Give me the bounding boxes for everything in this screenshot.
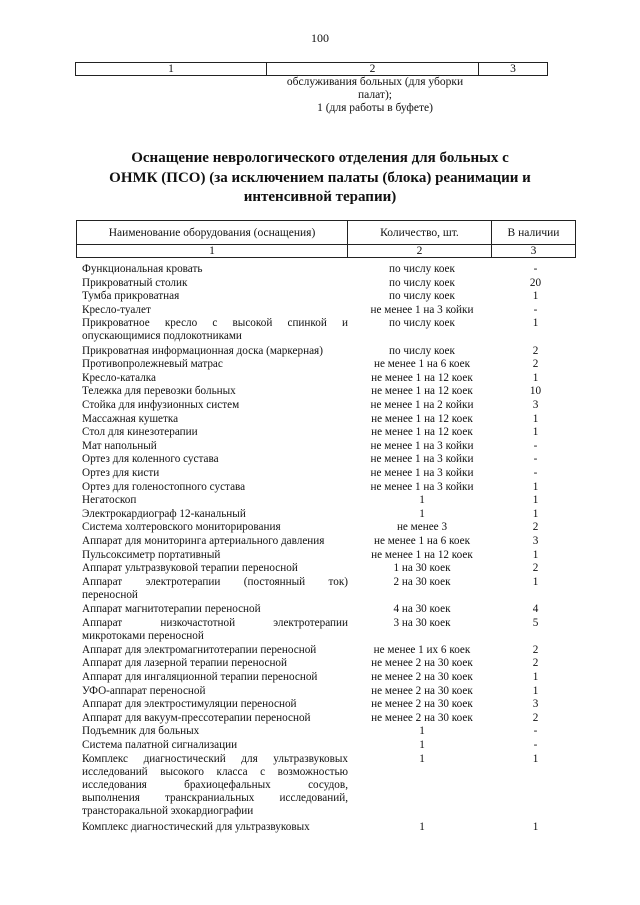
equipment-name-line: Прикроватная информационная доска (маркерная) <box>82 344 323 357</box>
equipment-name <box>82 521 348 534</box>
equipment-name-line: УФО-аппарат переносной <box>82 684 206 697</box>
equipment-name-line: Комплекс диагностический для ультразвуковых <box>82 752 348 765</box>
equipment-name-line: Ортез для голеностопного сустава <box>82 480 246 493</box>
equipment-quantity: 1 <box>419 820 425 833</box>
equipment-available: - <box>533 453 538 466</box>
equipment-quantity: не менее 1 их 6 коек <box>373 643 471 656</box>
equipment-available: 1 <box>532 317 539 330</box>
equipment-available: 2 <box>532 711 539 724</box>
equipment-name <box>82 372 348 385</box>
equipment-name-line: Аппарат для вакуум-прессотерапии переносной <box>82 711 311 724</box>
equipment-quantity: 4 на 30 коек <box>393 603 451 615</box>
equipment-quantity: не менее 1 на 3 койки <box>370 439 474 452</box>
equipment-quantity: по числу коек <box>389 290 455 303</box>
equipment-name-line: исследования брахиоцефальных сосудов, <box>82 778 348 791</box>
equipment-name-line: Аппарат низкочастотной электротерапии <box>82 616 348 629</box>
equipment-name-line: Система палатной сигнализации <box>82 739 238 751</box>
column-number-2: 2 <box>267 63 479 76</box>
equipment-quantity: не менее 1 на 2 койки <box>370 399 474 411</box>
equipment-name <box>82 562 348 575</box>
equipment-name <box>82 277 348 290</box>
equipment-available: 2 <box>532 521 539 534</box>
continued-table-header <box>75 62 548 76</box>
equipment-quantity: 3 на 30 коек <box>393 616 451 629</box>
equipment-name-line: Негатоскоп <box>82 494 137 507</box>
title-line: Оснащение неврологического отделения для больных с <box>131 150 509 166</box>
equipment-name-line: Ортез для кисти <box>82 467 160 479</box>
equipment-name-line: Аппарат для электромагнитотерапии переносной <box>82 643 317 656</box>
equipment-available: 20 <box>529 276 542 289</box>
equipment-quantity: не менее 1 на 3 койки <box>370 467 474 479</box>
section-title <box>90 149 550 208</box>
equipment-name-line: Кресло-туалет <box>82 303 151 316</box>
equipment-available: 1 <box>532 507 539 520</box>
equipment-available: 1 <box>532 684 539 697</box>
equipment-quantity: не менее 2 на 30 коек <box>371 684 473 697</box>
equipment-name-line: исследований высокого класса с возможностью <box>82 765 348 778</box>
equipment-name-line: Стойка для инфузионных систем <box>82 399 240 411</box>
equipment-name-line: микротоками переносной <box>82 629 204 642</box>
equipment-available: - <box>533 263 538 275</box>
equipment-name-line: Прикроватное кресло с высокой спинкой и <box>82 317 348 330</box>
page-number: 100 <box>311 31 329 45</box>
equipment-name <box>82 644 348 657</box>
equipment-name-line: Прикроватный столик <box>82 276 188 289</box>
equipment-quantity: не менее 1 на 12 коек <box>371 548 473 561</box>
equipment-name-line: Аппарат ультразвуковой терапии переносной <box>82 562 298 575</box>
equipment-name-line: Комплекс диагностический для ультразвуковых <box>82 820 310 833</box>
equipment-name-line: Массажная кушетка <box>82 412 179 425</box>
equipment-name <box>82 549 348 562</box>
column-number-1: 1 <box>76 63 267 76</box>
equipment-quantity: 1 <box>419 752 425 765</box>
equipment-quantity: по числу коек <box>389 263 455 275</box>
equipment-name-line: Тележка для перевозки больных <box>82 385 236 398</box>
equipment-name <box>82 345 348 358</box>
equipment-quantity: 1 <box>419 494 425 507</box>
equipment-available: 4 <box>532 603 539 615</box>
equipment-name <box>82 481 348 494</box>
equipment-quantity: не менее 2 на 30 коек <box>371 711 473 724</box>
equipment-available: 2 <box>532 657 539 670</box>
equipment-available: 1 <box>532 290 539 303</box>
equipment-name <box>82 453 348 466</box>
equipment-quantity: не менее 1 на 3 койки <box>370 480 474 493</box>
equipment-name <box>82 494 348 507</box>
equipment-name <box>82 508 348 521</box>
header-number-2: 2 <box>348 245 492 258</box>
continuation-line: палат); <box>358 89 392 101</box>
equipment-name-line: Ортез для коленного сустава <box>82 453 219 466</box>
equipment-name-line: Система холтеровского мониторирования <box>82 521 281 534</box>
equipment-name-line: Аппарат для ингаляционной терапии переносной <box>82 671 318 683</box>
equipment-available: - <box>533 439 538 452</box>
equipment-name-line: Тумба прикроватная <box>82 290 180 303</box>
equipment-quantity: не менее 1 на 12 коек <box>371 371 473 384</box>
equipment-name <box>82 399 348 412</box>
equipment-available: 1 <box>532 752 539 765</box>
equipment-available: 5 <box>532 616 539 629</box>
equipment-quantity: не менее 1 на 6 коек <box>373 358 471 371</box>
equipment-name <box>82 440 348 453</box>
equipment-name <box>82 698 348 711</box>
equipment-available: 1 <box>532 480 539 493</box>
title-line: интенсивной терапии) <box>243 189 397 205</box>
equipment-name-line: трансторакальной эхокардиографии <box>82 804 254 817</box>
equipment-available: 1 <box>532 548 539 561</box>
equipment-quantity: по числу коек <box>389 276 455 289</box>
equipment-available: 1 <box>532 426 539 439</box>
equipment-name <box>82 725 348 738</box>
equipment-name <box>82 263 348 276</box>
equipment-name-line: Аппарат для лазерной терапии переносной <box>82 657 288 670</box>
equipment-name-line: Функциональная кровать <box>82 263 203 275</box>
equipment-name <box>82 685 348 698</box>
equipment-name <box>82 358 348 371</box>
continuation-line: 1 (для работы в буфете) <box>317 102 433 114</box>
equipment-name <box>82 617 348 643</box>
equipment-name <box>82 821 348 834</box>
equipment-available: 1 <box>532 494 539 507</box>
equipment-name <box>82 413 348 426</box>
equipment-name-line: Аппарат электротерапии (постоянный ток) <box>82 575 348 588</box>
equipment-name <box>82 712 348 725</box>
equipment-name-line: Аппарат для мониторинга артериального давления <box>82 535 325 547</box>
equipment-available: 1 <box>532 412 539 425</box>
equipment-name <box>82 317 348 343</box>
header-number-1: 1 <box>77 245 348 258</box>
equipment-available: 1 <box>532 671 539 683</box>
equipment-available: - <box>533 303 538 316</box>
equipment-name <box>82 739 348 752</box>
equipment-quantity: не менее 3 <box>396 521 448 534</box>
equipment-name-line: Стол для кинезотерапии <box>82 426 198 439</box>
equipment-name <box>82 671 348 684</box>
equipment-quantity: по числу коек <box>389 317 455 330</box>
equipment-available: 2 <box>532 562 539 575</box>
equipment-available: 1 <box>532 371 539 384</box>
equipment-quantity: не менее 1 на 3 койки <box>370 453 474 466</box>
equipment-quantity: 1 <box>419 725 425 738</box>
equipment-available: - <box>533 739 538 751</box>
equipment-quantity: 1 <box>419 739 425 751</box>
equipment-name-line: Подъемник для больных <box>82 725 200 738</box>
header-quantity: Количество, шт. <box>348 221 492 245</box>
header-number-3: 3 <box>492 245 576 258</box>
equipment-quantity: по числу коек <box>389 344 455 357</box>
equipment-name <box>82 576 348 602</box>
equipment-name-line: Аппарат для электростимуляции переносной <box>82 698 297 711</box>
equipment-available: 10 <box>529 385 542 398</box>
title-line: ОНМК (ПСО) (за исключением палаты (блока) реанимации и <box>109 169 531 186</box>
equipment-name <box>82 753 348 818</box>
equipment-available: - <box>533 725 538 738</box>
equipment-available: 3 <box>532 399 539 411</box>
equipment-quantity: не менее 2 на 30 коек <box>371 671 473 683</box>
equipment-quantity: не менее 1 на 12 коек <box>371 412 473 425</box>
equipment-available: 3 <box>532 698 539 711</box>
equipment-name <box>82 657 348 670</box>
continuation-line: обслуживания больных (для уборки <box>286 76 464 88</box>
equipment-available: 2 <box>532 643 539 656</box>
equipment-quantity: не менее 2 на 30 коек <box>371 698 473 711</box>
equipment-quantity: не менее 2 на 30 коек <box>371 657 473 670</box>
equipment-name-line: Кресло-каталка <box>82 371 157 384</box>
equipment-available: 2 <box>532 358 539 371</box>
equipment-quantity: не менее 1 на 3 койки <box>370 303 474 316</box>
equipment-available: - <box>533 467 538 479</box>
equipment-name-line: выполнения транскраниальных исследований, <box>82 791 348 804</box>
equipment-name-line: Аппарат магнитотерапии переносной <box>82 603 261 615</box>
equipment-name-line: Противопролежневый матрас <box>82 358 223 371</box>
equipment-quantity: 1 <box>419 507 425 520</box>
equipment-table-header <box>76 220 576 258</box>
equipment-name <box>82 535 348 548</box>
equipment-name <box>82 290 348 303</box>
equipment-quantity: 2 на 30 коек <box>393 575 451 588</box>
equipment-quantity: 1 на 30 коек <box>393 562 451 575</box>
equipment-name-line: Пульсоксиметр портативный <box>82 548 221 561</box>
equipment-quantity: не менее 1 на 12 коек <box>371 385 473 398</box>
equipment-name <box>82 467 348 480</box>
equipment-quantity: не менее 1 на 12 коек <box>371 426 473 439</box>
equipment-name-line: переносной <box>82 588 138 601</box>
equipment-available: 2 <box>532 344 539 357</box>
equipment-name <box>82 385 348 398</box>
header-available: В наличии <box>492 221 576 245</box>
equipment-name-line: опускающимися подлокотниками <box>82 330 242 343</box>
equipment-name <box>82 426 348 439</box>
equipment-available: 1 <box>532 820 539 833</box>
column-number-3: 3 <box>479 63 548 76</box>
equipment-available: 3 <box>532 535 539 547</box>
equipment-name <box>82 603 348 616</box>
equipment-name <box>82 304 348 317</box>
equipment-name-line: Мат напольный <box>82 439 157 452</box>
header-equipment-name: Наименование оборудования (оснащения) <box>77 221 348 245</box>
equipment-quantity: не менее 1 на 6 коек <box>373 535 471 547</box>
equipment-available: 1 <box>532 575 539 588</box>
equipment-name-line: Электрокардиограф 12-канальный <box>82 507 246 520</box>
